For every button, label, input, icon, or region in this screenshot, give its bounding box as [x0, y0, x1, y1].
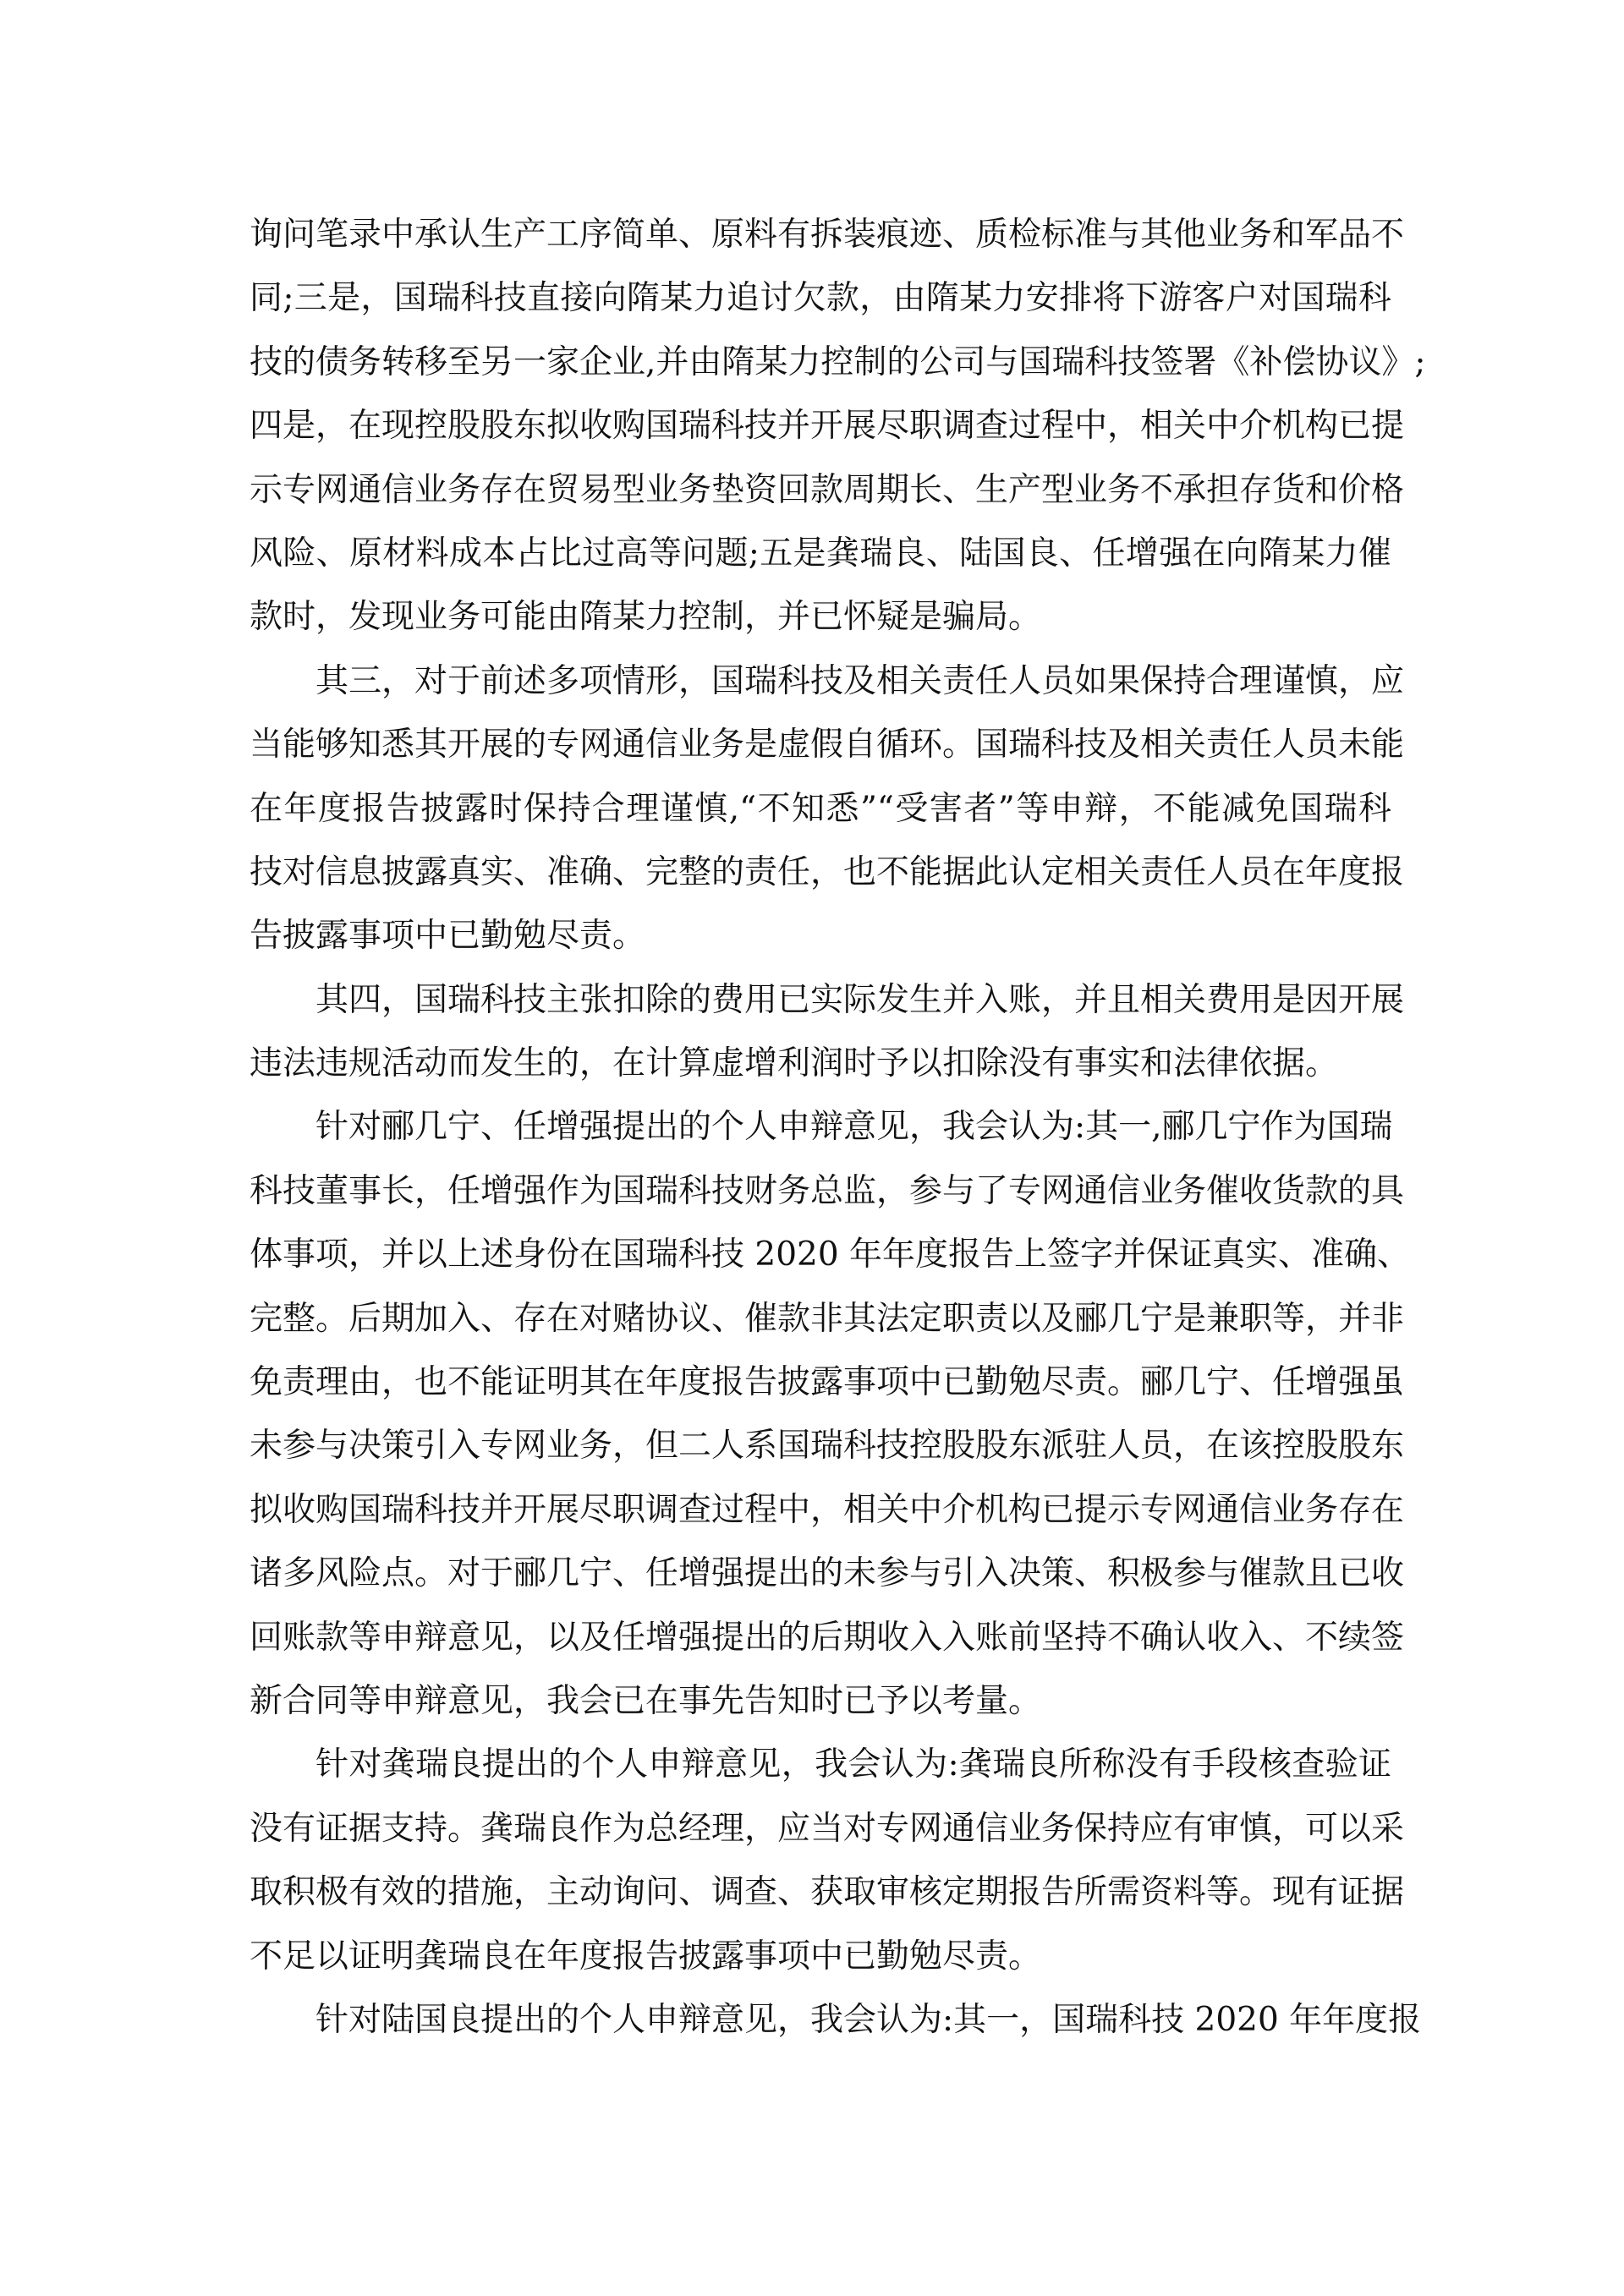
text-line: 技对信息披露真实、准确、完整的责任，也不能据此认定相关责任人员在年度报 — [250, 852, 1405, 891]
text-line: 四是，在现控股股东拟收购国瑞科技并开展尽职调查过程中，相关中介机构已提 — [250, 407, 1405, 446]
paragraph — [250, 649, 1405, 968]
text-line: 完整。后期加入、存在对赌协议、催款非其法定职责以及郦几宁是兼职等，并非 — [250, 1299, 1405, 1338]
text-line: 其三，对于前述多项情形，国瑞科技及相关责任人员如果保持合理谨慎，应 — [315, 661, 1405, 700]
paragraph — [250, 203, 1426, 649]
text-line: 询问笔录中承认生产工序简单、原料有拆装痕迹、质检标准与其他业务和军品不 — [250, 216, 1405, 254]
text-line: 回账款等申辩意见，以及任增强提出的后期收入入账前坚持不确认收入、不续签 — [250, 1618, 1405, 1657]
text-line: 针对陆国良提出的个人申辩意见，我会认为:其一，国瑞科技 2020 年年度报 — [315, 2000, 1422, 2039]
text-line: 针对郦几宁、任增强提出的个人申辩意见，我会认为:其一,郦几宁作为国瑞 — [315, 1108, 1393, 1147]
text-line: 款时，发现业务可能由隋某力控制，并已怀疑是骗局。 — [250, 598, 1042, 637]
text-line: 新合同等申辩意见，我会已在事先告知时已予以考量。 — [250, 1681, 1042, 1720]
text-line: 体事项，并以上述身份在国瑞科技 2020 年年度报告上签字并保证真实、准确、 — [250, 1236, 1411, 1274]
text-line: 告披露事项中已勤勉尽责。 — [250, 917, 646, 956]
text-line: 诸多风险点。对于郦几宁、任增强提出的未参与引入决策、积极参与催款且已收 — [250, 1554, 1405, 1593]
text-line: 同;三是，国瑞科技直接向隋某力追讨欠款，由隋某力安排将下游客户对国瑞科 — [250, 279, 1392, 318]
text-line: 免责理由，也不能证明其在年度报告披露事项中已勤勉尽责。郦几宁、任增强虽 — [250, 1363, 1405, 1402]
paragraph — [250, 1988, 1422, 2052]
paragraph — [250, 968, 1405, 1096]
text-line: 其四，国瑞科技主张扣除的费用已实际发生并入账，并且相关费用是因开展 — [315, 980, 1405, 1019]
text-line: 取积极有效的措施，主动询问、调查、获取审核定期报告所需资料等。现有证据 — [250, 1873, 1405, 1912]
text-line: 不足以证明龚瑞良在年度报告披露事项中已勤勉尽责。 — [250, 1937, 1042, 1975]
document-body — [250, 203, 1426, 2052]
text-line: 针对龚瑞良提出的个人申辩意见，我会认为:龚瑞良所称没有手段核查验证 — [315, 1745, 1391, 1784]
text-line: 示专网通信业务存在贸易型业务垫资回款周期长、生产型业务不承担存货和价格 — [250, 470, 1405, 509]
text-line: 风险、原材料成本占比过高等问题;五是龚瑞良、陆国良、任增强在向隋某力催 — [250, 534, 1391, 573]
text-line: 违法违规活动而发生的，在计算虚增利润时予以扣除没有事实和法律依据。 — [250, 1044, 1339, 1083]
text-line: 科技董事长，任增强作为国瑞科技财务总监，参与了专网通信业务催收货款的具 — [250, 1171, 1405, 1210]
paragraph — [250, 1095, 1411, 1733]
paragraph — [250, 1733, 1405, 1988]
text-line: 技的债务转移至另一家企业,并由隋某力控制的公司与国瑞科技签署《补偿协议》; — [250, 342, 1426, 381]
text-line: 拟收购国瑞科技并开展尽职调查过程中，相关中介机构已提示专网通信业务存在 — [250, 1490, 1405, 1529]
text-line: 未参与决策引入专网业务，但二人系国瑞科技控股股东派驻人员，在该控股股东 — [250, 1427, 1405, 1466]
text-line: 在年度报告披露时保持合理谨慎,“不知悉”“受害者”等申辩，不能减免国瑞科 — [250, 789, 1391, 828]
text-line: 当能够知悉其开展的专网通信业务是虚假自循环。国瑞科技及相关责任人员未能 — [250, 726, 1405, 764]
text-line: 没有证据支持。龚瑞良作为总经理，应当对专网通信业务保持应有审慎，可以采 — [250, 1809, 1405, 1848]
